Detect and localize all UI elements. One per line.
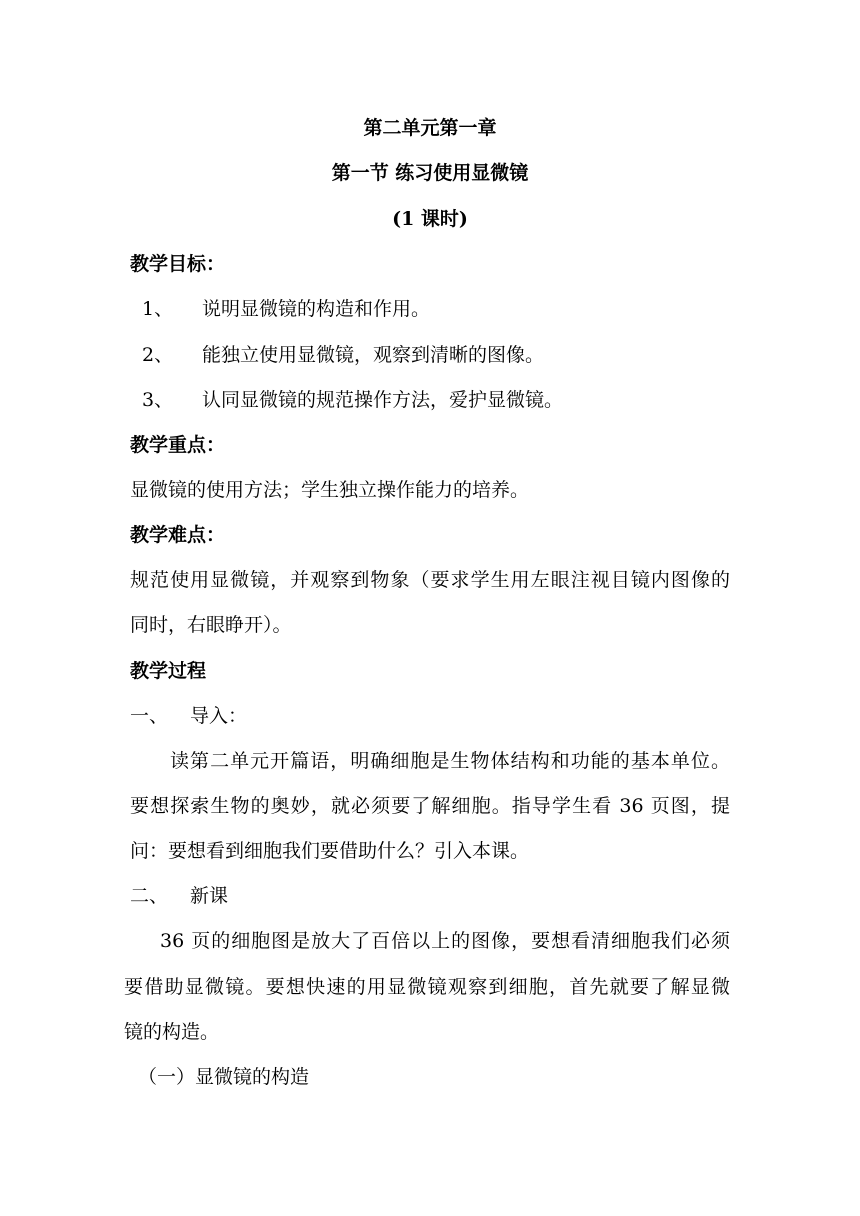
paragraph-line: 镜的构造。: [124, 1021, 220, 1043]
part-number: 一、: [130, 705, 169, 727]
objective-text: 认同显微镜的规范操作方法，爱护显微镜。: [202, 389, 564, 411]
subsection-heading: （一）显微镜的构造: [138, 1066, 310, 1088]
paragraph-line: 要想探索生物的奥妙，就必须要了解细胞。指导学生看 36 页图，提: [130, 795, 730, 817]
objective-text: 能独立使用显微镜，观察到清晰的图像。: [202, 344, 545, 366]
objective-number: 3、: [142, 389, 174, 411]
objectives-heading: 教学目标：: [130, 253, 226, 275]
objective-text: 说明显微镜的构造和作用。: [202, 298, 431, 320]
part-one-heading: [130, 703, 247, 729]
key-points-text: 显微镜的使用方法；学生独立操作能力的培养。: [130, 479, 530, 501]
difficulties-heading: 教学难点：: [130, 524, 226, 546]
objective-number: 2、: [142, 344, 174, 366]
paragraph-line: 读第二单元开篇语，明确细胞是生物体结构和功能的基本单位。: [170, 750, 730, 772]
part-two-heading: [130, 883, 228, 909]
objective-item: [142, 296, 430, 322]
period-label: (1 课时): [392, 208, 468, 230]
paragraph-line: 问：要想看到细胞我们要借助什么？引入本课。: [130, 840, 530, 862]
difficulties-text-line: 同时，右眼睁开）。: [130, 614, 292, 636]
process-heading: 教学过程: [130, 660, 207, 682]
objective-item: [142, 342, 544, 368]
paragraph-line: 要借助显微镜。要想快速的用显微镜观察到细胞，首先就要了解显微: [124, 976, 730, 998]
difficulties-text-line: 规范使用显微镜，并观察到物象（要求学生用左眼注视目镜内图像的: [130, 569, 730, 591]
part-number: 二、: [130, 885, 169, 907]
part-title: 导入：: [190, 705, 248, 727]
key-points-heading: 教学重点：: [130, 434, 226, 456]
objective-number: 1、: [142, 298, 174, 320]
section-title: 第一节 练习使用显微镜: [331, 162, 529, 184]
part-title: 新课: [190, 885, 229, 907]
objective-item: [142, 387, 563, 413]
paragraph-line: 36 页的细胞图是放大了百倍以上的图像，要想看清细胞我们必须: [160, 930, 730, 952]
unit-title: 第二单元第一章: [363, 117, 497, 139]
